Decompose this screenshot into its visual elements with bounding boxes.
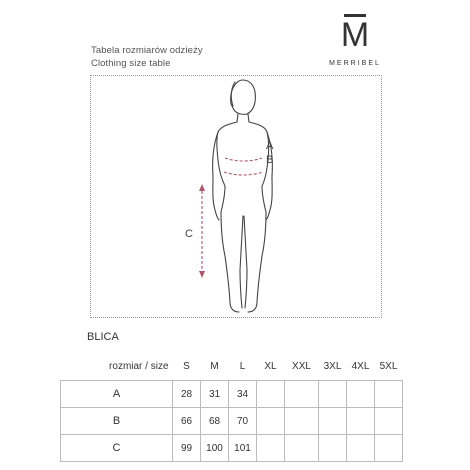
table-cell: 68	[201, 408, 229, 435]
table-cell: 70	[229, 408, 257, 435]
table-cell: 34	[229, 381, 257, 408]
table-cell: 100	[201, 435, 229, 462]
table-row	[61, 408, 403, 435]
table-cell: 101	[229, 435, 257, 462]
table-cell	[347, 381, 375, 408]
size-header: XXL	[292, 360, 311, 372]
hip-measure-line	[224, 172, 263, 175]
table-cell	[319, 381, 347, 408]
size-header: XL	[264, 360, 277, 372]
waist-measure-line	[225, 158, 262, 161]
inseam-arrow-top	[199, 184, 205, 191]
size-header: L	[239, 360, 246, 372]
table-title-polish: Tabela rozmiarów odzieży	[91, 45, 203, 56]
figure-head	[231, 80, 256, 114]
row-label: B	[61, 408, 173, 435]
logo-letter: M	[340, 16, 370, 54]
figure-torso	[217, 122, 269, 212]
table-cell	[375, 435, 403, 462]
table-cell	[257, 408, 285, 435]
size-table	[60, 352, 403, 462]
size-corner-label: rozmiar / size	[109, 360, 169, 372]
figure-left-arm	[213, 132, 219, 220]
table-title-english: Clothing size table	[91, 58, 171, 69]
table-cell: 99	[173, 435, 201, 462]
figure-panel	[90, 75, 382, 318]
table-cell	[375, 381, 403, 408]
product-name: BLICA	[87, 331, 119, 343]
table-cell: 31	[201, 381, 229, 408]
row-label: A	[61, 381, 173, 408]
inseam-arrow-bottom	[199, 271, 205, 278]
table-cell	[257, 381, 285, 408]
table-cell	[347, 435, 375, 462]
figure-left-leg	[221, 212, 239, 312]
table-cell	[285, 408, 319, 435]
table-cell	[375, 408, 403, 435]
measure-label-c: C	[185, 228, 193, 240]
table-cell	[285, 381, 319, 408]
size-header: 3XL	[323, 360, 342, 372]
table-cell: 28	[173, 381, 201, 408]
brand-name: MERRIBEL	[329, 60, 381, 67]
table-row	[61, 381, 403, 408]
table-cell	[319, 435, 347, 462]
table-cell	[347, 408, 375, 435]
size-header-row	[61, 352, 403, 381]
table-cell	[257, 435, 285, 462]
brand-logo	[322, 13, 388, 75]
table-cell	[319, 408, 347, 435]
measure-label-b: B	[266, 154, 274, 166]
row-label: C	[61, 435, 173, 462]
figure-right-leg	[248, 212, 266, 312]
size-header: M	[210, 360, 219, 372]
table-cell	[285, 435, 319, 462]
size-header: S	[183, 360, 190, 372]
table-row	[61, 435, 403, 462]
body-figure-illustration	[91, 76, 383, 319]
size-header: 4XL	[351, 360, 370, 372]
size-header: 5XL	[379, 360, 398, 372]
measure-label-a: A	[266, 140, 274, 152]
table-cell: 66	[173, 408, 201, 435]
